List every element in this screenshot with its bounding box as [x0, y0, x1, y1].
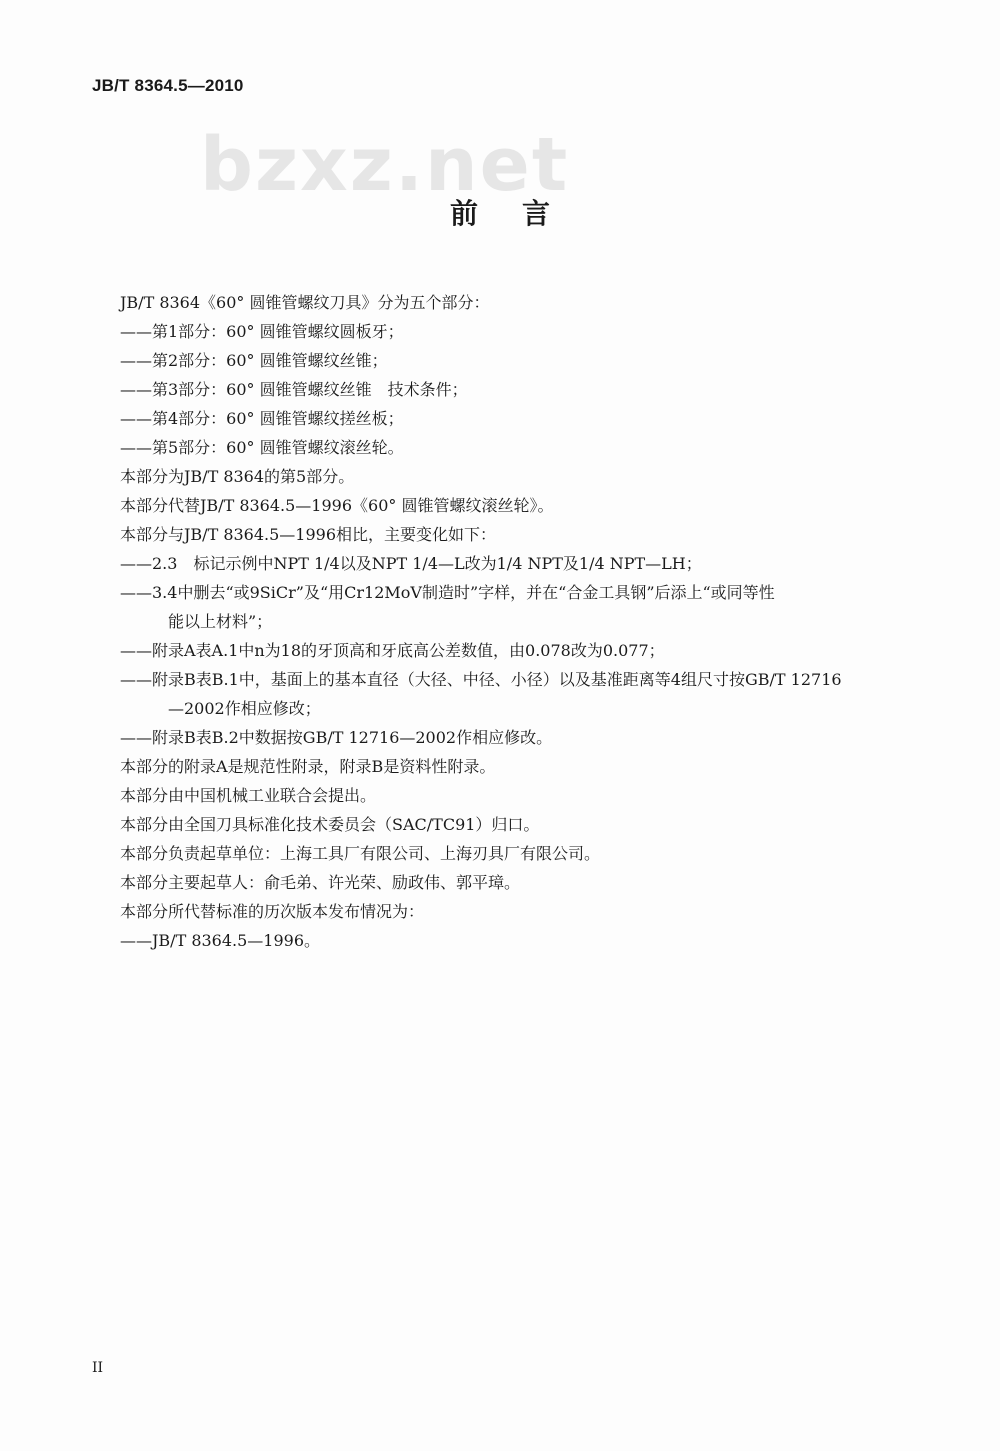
body-line: JB/T 8364《60° 圆锥管螺纹刀具》分为五个部分： [120, 293, 490, 312]
body-line-continuation: 能以上材料”； [168, 612, 273, 631]
body-line: 本部分负责起草单位：上海工具厂有限公司、上海刃具厂有限公司。 [120, 844, 601, 863]
body-line: ——2.3 标记示例中NPT 1/4以及NPT 1/4—L改为1/4 NPT及1/4 NPT—LH； [120, 554, 702, 573]
body-line: ——第2部分：60° 圆锥管螺纹丝锥； [120, 351, 388, 370]
body-line: 本部分与JB/T 8364.5—1996相比，主要变化如下： [120, 525, 497, 544]
body-line: ——第4部分：60° 圆锥管螺纹搓丝板； [120, 409, 404, 428]
body-line: 本部分的附录A是规范性附录，附录B是资料性附录。 [120, 757, 496, 776]
body-line: ——附录A表A.1中n为18的牙顶高和牙底高公差数值，由0.078改为0.077； [120, 641, 665, 660]
body-line: 本部分主要起草人：俞毛弟、许光荣、励政伟、郭平璋。 [120, 873, 521, 892]
body-line: ——3.4中删去“或9SiCr”及“用Cr12MoV制造时”字样，并在“合金工具钢”后添上“或同等性 [120, 583, 775, 602]
body-line: 本部分由中国机械工业联合会提出。 [120, 786, 377, 805]
body-line: ——附录B表B.2中数据按GB/T 12716—2002作相应修改。 [120, 728, 553, 747]
body-line: ——JB/T 8364.5—1996。 [120, 931, 321, 950]
page-number: II [92, 1360, 104, 1376]
page-title: 前言 [449, 197, 594, 230]
body-line: 本部分代替JB/T 8364.5—1996《60° 圆锥管螺纹滚丝轮》。 [120, 496, 554, 515]
body-line: ——第5部分：60° 圆锥管螺纹滚丝轮。 [120, 438, 404, 457]
body-line: 本部分为JB/T 8364的第5部分。 [120, 467, 355, 486]
foreword-body [120, 288, 920, 955]
watermark: bzxz.net [200, 122, 570, 208]
body-line: 本部分由全国刀具标准化技术委员会（SAC/TC91）归口。 [120, 815, 540, 834]
body-line: ——第3部分：60° 圆锥管螺纹丝锥 技术条件； [120, 380, 468, 399]
body-line: 本部分所代替标准的历次版本发布情况为： [120, 902, 425, 921]
body-line: ——第1部分：60° 圆锥管螺纹圆板牙； [120, 322, 404, 341]
body-line-continuation: —2002作相应修改； [168, 699, 321, 718]
body-line: ——附录B表B.1中，基面上的基本直径（大径、中径、小径）以及基准距离等4组尺寸按GB/T 12716 [120, 670, 842, 689]
document-code: JB/T 8364.5—2010 [92, 76, 244, 95]
